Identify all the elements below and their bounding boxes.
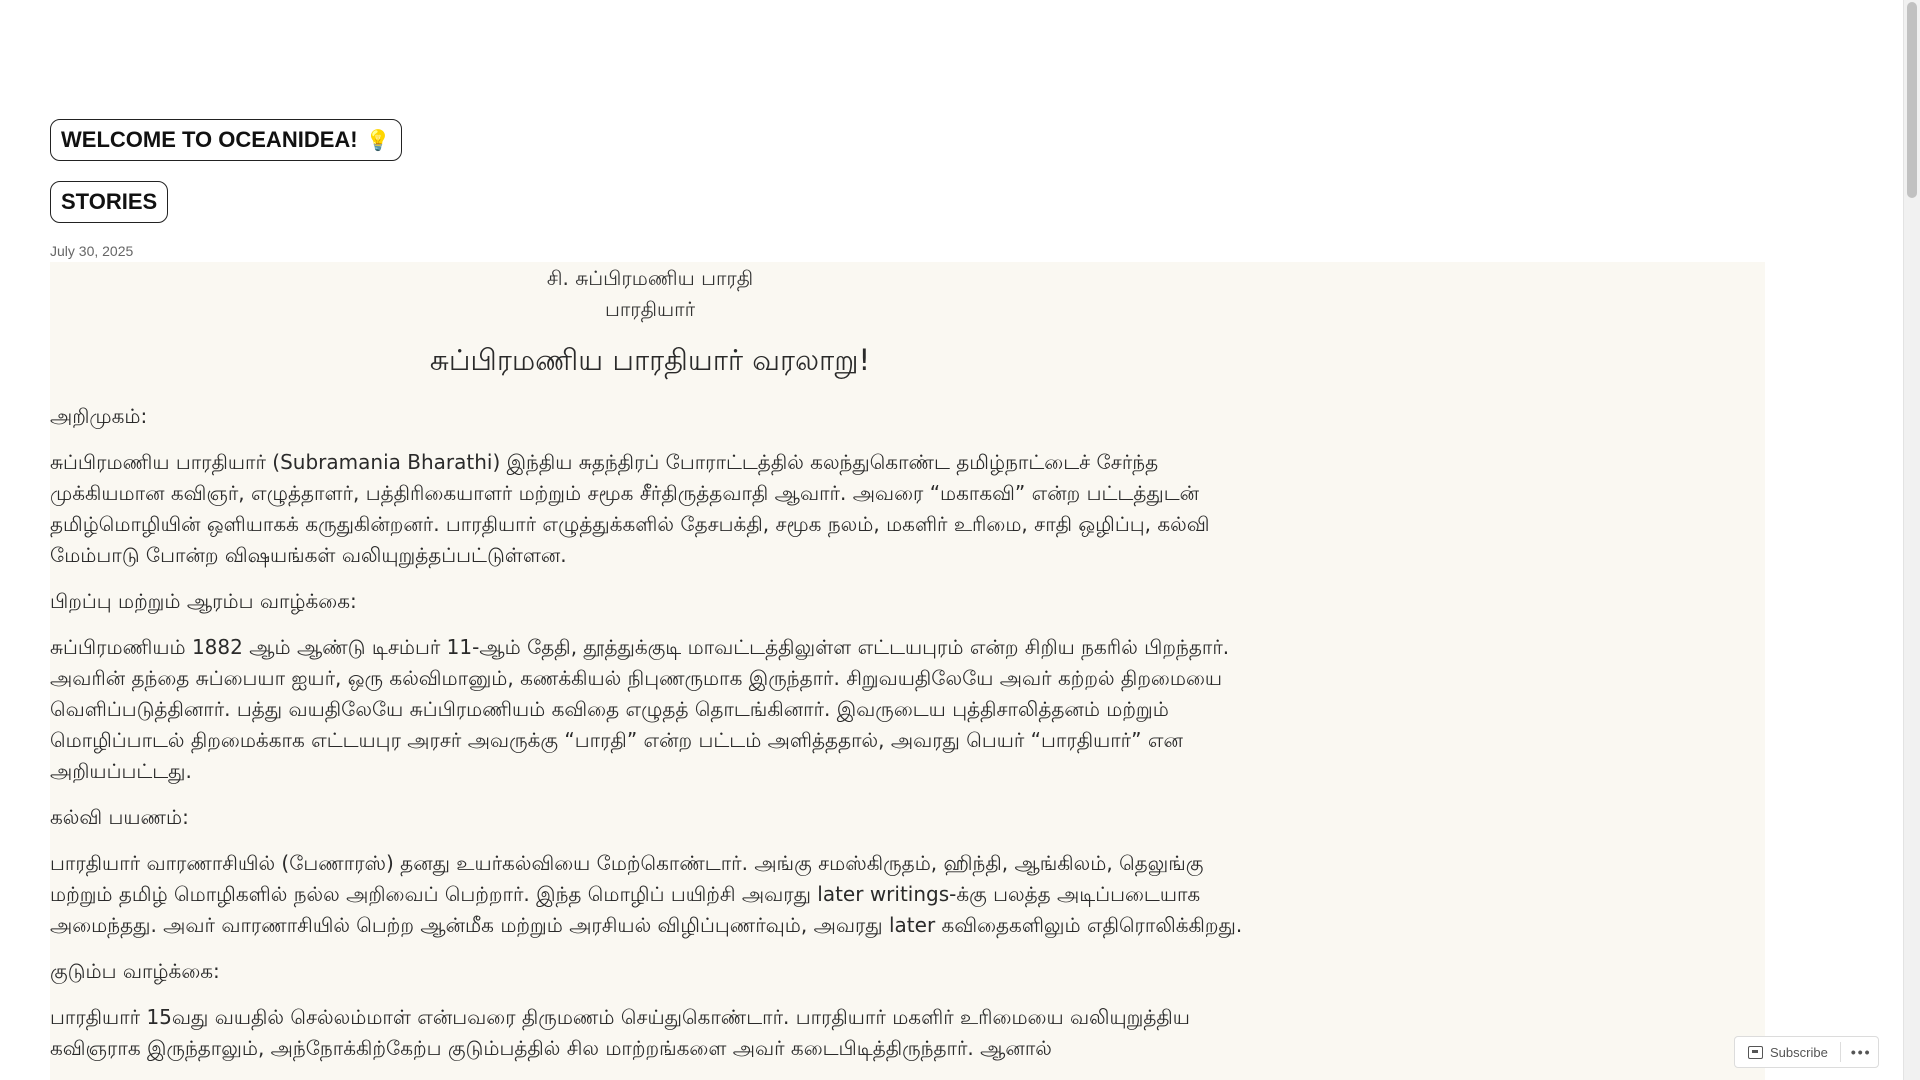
- scrollbar-thumb[interactable]: [1907, 2, 1917, 198]
- article: [50, 262, 1250, 1079]
- lightbulb-icon: 💡: [365, 129, 391, 152]
- post-date: July 30, 2025: [50, 243, 134, 259]
- welcome-nav-label: WELCOME TO OCEANIDEA!: [61, 127, 358, 152]
- subscribe-icon: [1748, 1046, 1763, 1059]
- post-content-area: [50, 262, 1765, 1080]
- section-heading-birth: பிறப்பு மற்றும் ஆரம்ப வாழ்க்கை:: [50, 589, 357, 613]
- section-text-family: பாரதியார் 15வது வயதில் செல்லம்மாள் என்பவரை திருமணம் செய்துகொண்டார். பாரதியார் மகளிர் உரிமையை வலியுறுத்திய கவிஞராக இருந்தாலும், அந்நோக்கிற்கேற்ப குடும்பத்தில் சில மாற்றங்களை அவர் கடைபிடித்திருந்தார். ஆனால்: [50, 1005, 1190, 1060]
- vertical-scrollbar[interactable]: [1903, 0, 1920, 1080]
- image-caption-line2: பாரதியார்: [604, 297, 696, 321]
- image-caption-line1: சி. சுப்பிரமணிய பாரதி: [546, 266, 754, 290]
- subscribe-bar[interactable]: [1734, 1036, 1879, 1068]
- post-title: சுப்பிரமணிய பாரதியார் வரலாறு!: [429, 343, 871, 377]
- stories-nav-button[interactable]: [50, 181, 168, 223]
- section-text-education: பாரதியார் வாரணாசியில் (பேணாரஸ்) தனது உயர்கல்வியை மேற்கொண்டார். அங்கு சமஸ்கிருதம், ஹிந்தி, ஆங்கிலம், தெலுங்கு மற்றும் தமிழ் மொழிகளில் நல்ல அறிவைப் பெற்றார். இந்த மொழிப் பயிற்சி அவரது later writings-க்கு பலத்த அடிப்படையாக அமைந்தது. அவர் வாரணாசியில் பெற்ற ஆன்மீக மற்றும் அரசியல் விழிப்புணர்வும், அவரது later கவிதைகளிலும் எதிரொலிக்கிறது.: [50, 851, 1243, 937]
- section-text-intro: சுப்பிரமணிய பாரதியார் (Subramania Bharathi) இந்திய சுதந்திரப் போராட்டத்தில் கலந்துகொண்ட தமிழ்நாட்டைச் சேர்ந்த முக்கியமான கவிஞர், எழுத்தாளர், பத்திரிகையாளர் மற்றும் சமூக சீர்திருத்தவாதி ஆவார். அவரை “மகாகவி” என்ற பட்டத்துடன் தமிழ்மொழியின் ஒளியாகக் கருதுகின்றனர். பாரதியார் எழுத்துக்களில் தேசபக்தி, சமூக நலம், மகளிர் உரிமை, சாதி ஒழிப்பு, கல்வி மேம்பாடு போன்ற விஷயங்கள் வலியுறுத்தப்பட்டுள்ளன.: [50, 450, 1210, 567]
- section-heading-education: கல்வி பயணம்:: [50, 805, 189, 829]
- stories-nav-label: STORIES: [61, 189, 158, 214]
- welcome-nav-button[interactable]: [50, 119, 402, 161]
- divider: [1840, 1042, 1841, 1062]
- section-heading-intro: அறிமுகம்:: [50, 404, 148, 428]
- more-dots-icon[interactable]: •••: [1850, 1044, 1872, 1060]
- section-heading-family: குடும்ப வாழ்க்கை:: [50, 959, 220, 983]
- section-text-birth: சுப்பிரமணியம் 1882 ஆம் ஆண்டு டிசம்பர் 11-ஆம் தேதி, தூத்துக்குடி மாவட்டத்திலுள்ள எட்டயபுரம் என்ற சிறிய நகரில் பிறந்தார். அவரின் தந்தை சுப்பையா ஐயர், ஒரு கல்விமானும், கணக்கியல் நிபுணருமாக இருந்தார். சிறுவயதிலேயே அவர் கற்றல் திறமையை வெளிப்படுத்தினார். பத்து வயதிலேயே சுப்பிரமணியம் கவிதை எழுதத் தொடங்கினார். இவருடைய புத்திசாலித்தனம் மற்றும் மொழிப்பாடல் திறமைக்காக எட்டயபுர அரசர் அவருக்கு “பாரதி” என்ற பட்டம் அளித்ததால், அவரது பெயர் “பாரதியார்” என அறியப்பட்டது.: [50, 635, 1230, 783]
- subscribe-label[interactable]: Subscribe: [1770, 1044, 1828, 1060]
